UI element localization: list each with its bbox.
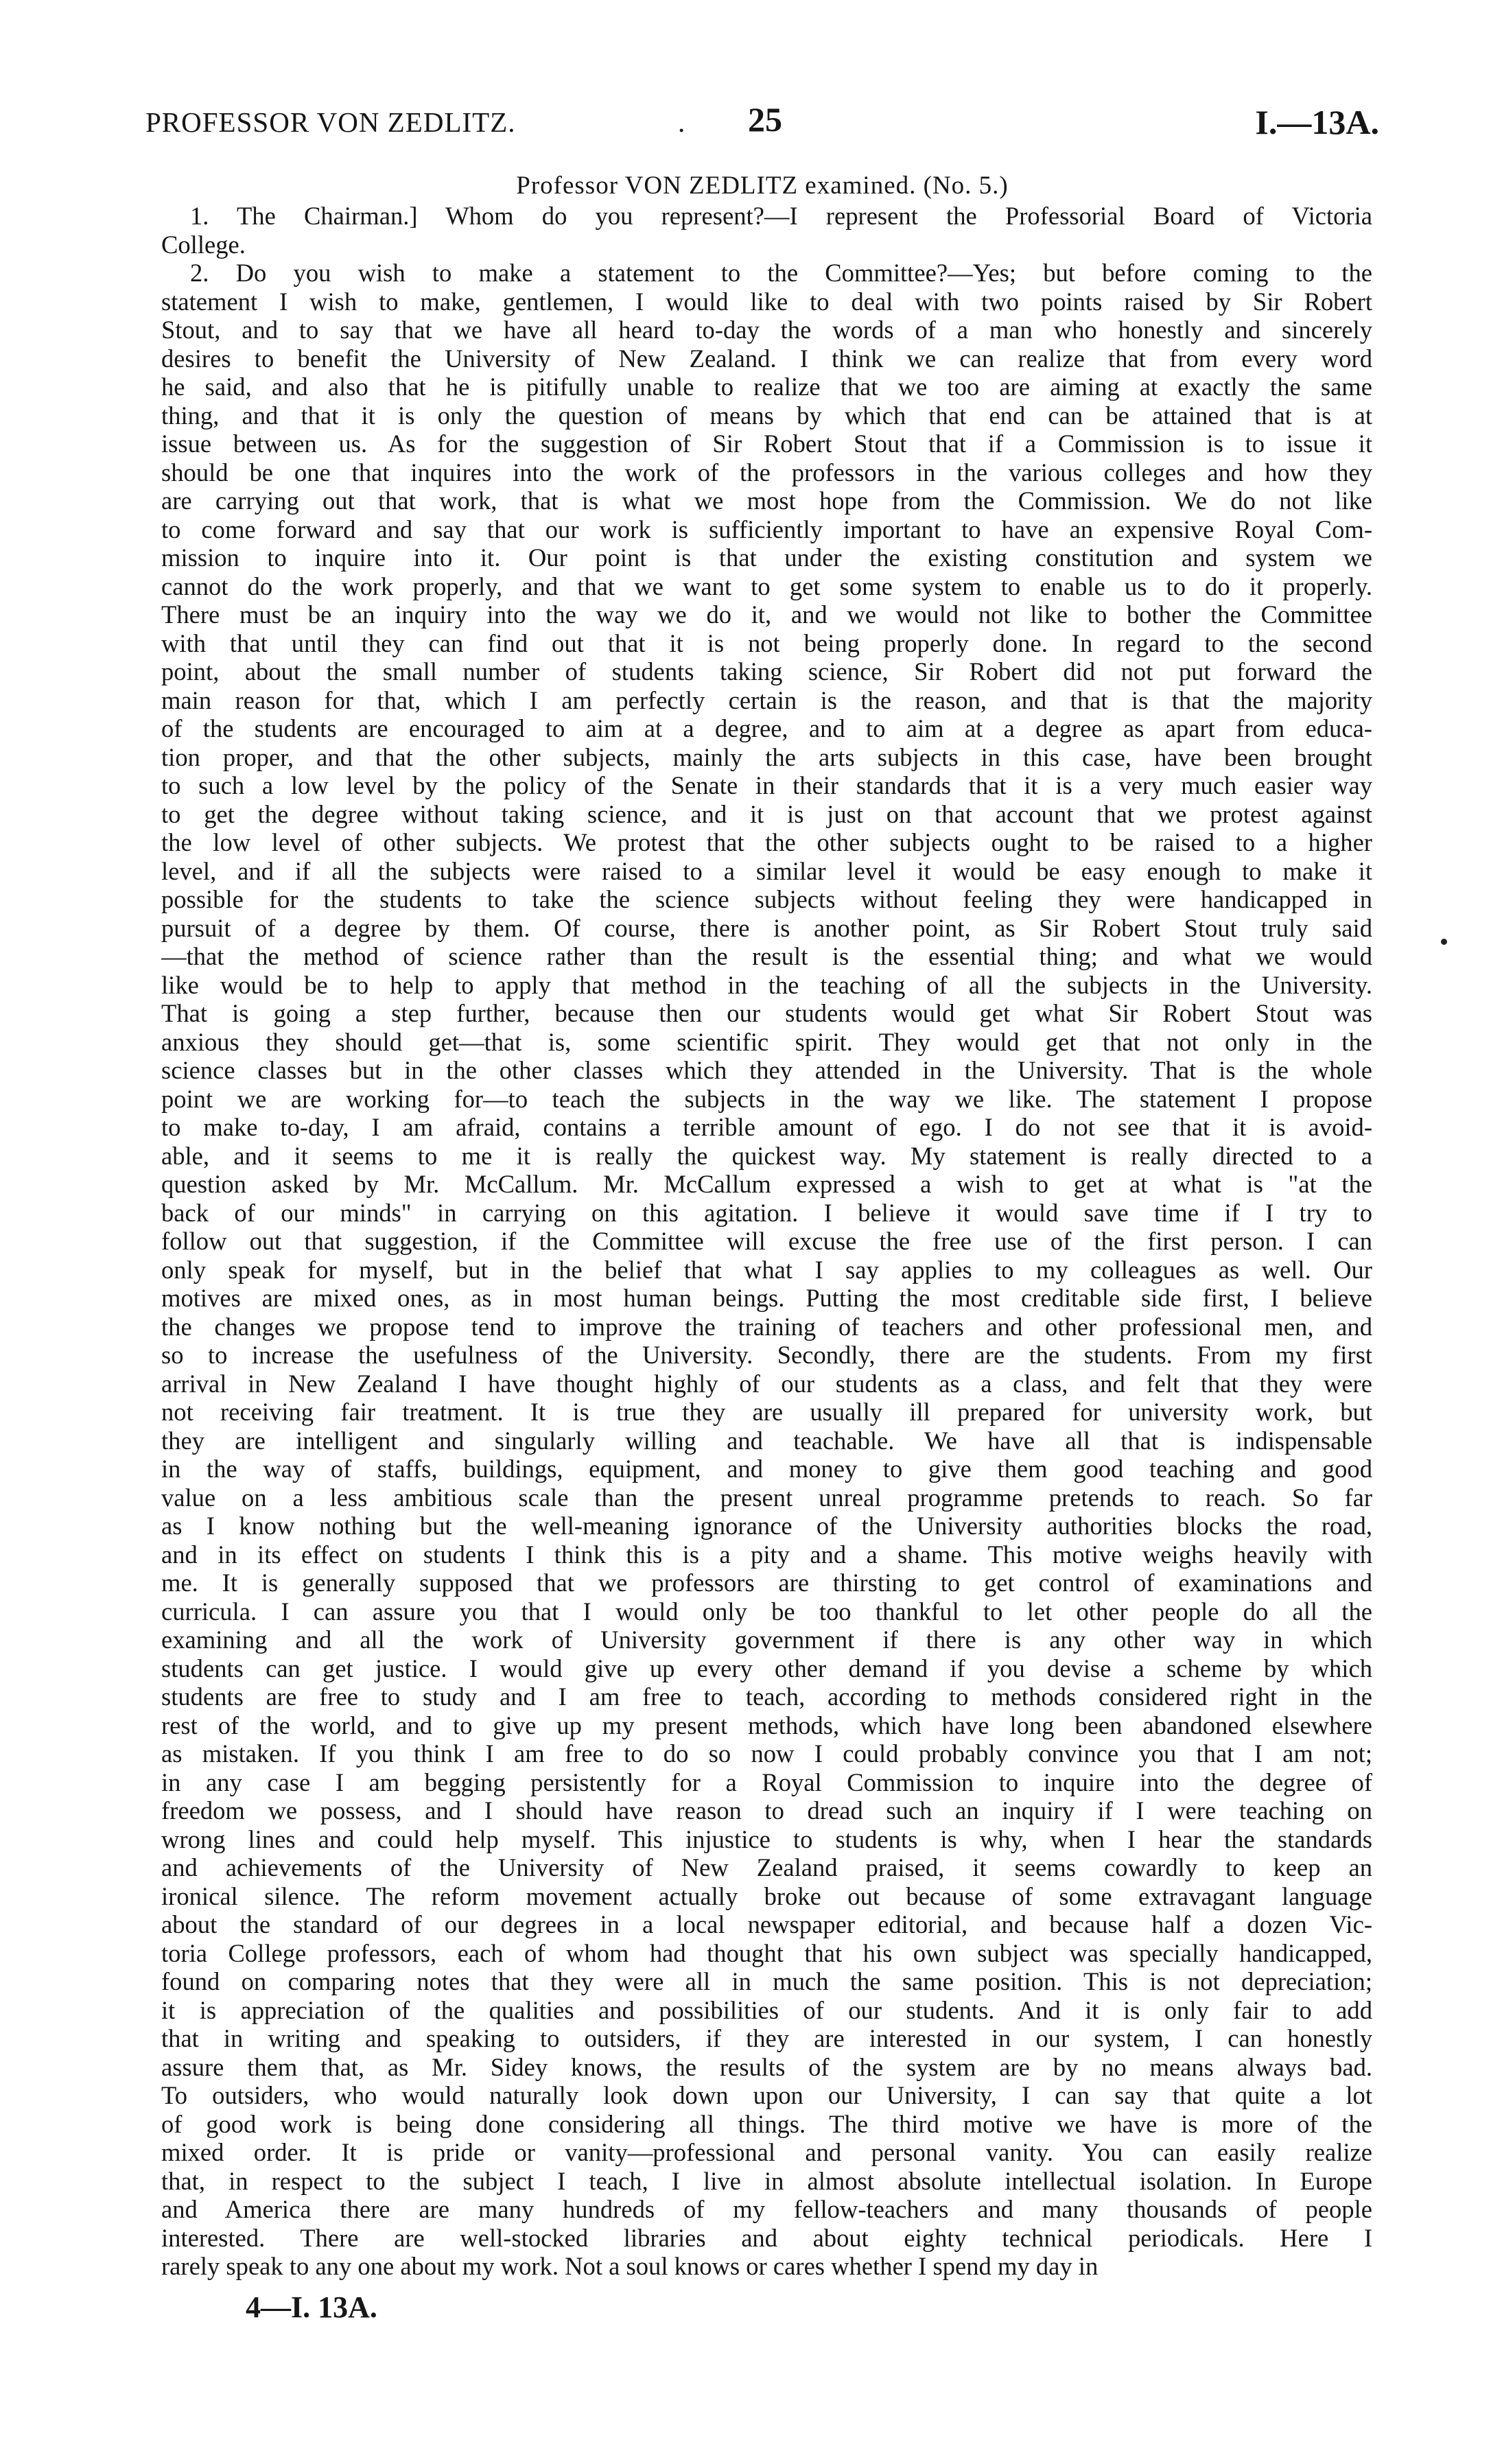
text-line: it is appreciation of the qualities and possibilities of our students. And it is only fair to add <box>161 1995 1372 2024</box>
text-line: mixed order. It is pride or vanity—professional and personal vanity. You can easily realize <box>161 2138 1372 2166</box>
text-line: There must be an inquiry into the way we do it, and we would not like to bother the Committee <box>161 600 1372 629</box>
text-line: not receiving fair treatment. It is true they are usually ill prepared for university work, but <box>161 1398 1372 1426</box>
text-line: College. <box>161 230 246 259</box>
text-line: mission to inquire into it. Our point is that under the existing constitution and system we <box>161 543 1372 572</box>
text-line: ironical silence. The reform movement actually broke out because of some extravagant language <box>161 1881 1372 1910</box>
text-line: to get the degree without taking science, and it is just on that account that we protest against <box>161 799 1372 828</box>
text-line: only speak for myself, but in the belief that what I say applies to my colleagues as well. Our <box>161 1255 1372 1284</box>
text-line: with that until they can find out that it is not being properly done. In regard to the second <box>161 629 1372 657</box>
text-line: tion proper, and that the other subjects, mainly the arts subjects in this case, have been brought <box>161 742 1372 771</box>
text-line: found on comparing notes that they were all in much the same position. This is not depreciation; <box>161 1967 1372 1995</box>
text-line: about the standard of our degrees in a local newspaper editorial, and because half a dozen Vic- <box>161 1910 1372 1938</box>
text-line: he said, and also that he is pitifully unable to realize that we too are aiming at exactly the same <box>161 373 1372 401</box>
text-line: value on a less ambitious scale than the present unreal programme pretends to reach. So far <box>161 1483 1372 1512</box>
text-line: arrival in New Zealand I have thought highly of our students as a class, and felt that they were <box>161 1369 1372 1398</box>
header-title: PROFESSOR VON ZEDLITZ. <box>145 106 516 138</box>
text-line: anxious they should get—that is, some scientific spirit. They would get that not only in the <box>161 1027 1372 1056</box>
text-line: desires to benefit the University of New Zealand. I think we can realize that from every word <box>161 344 1372 373</box>
text-line: science classes but in the other classes which they attended in the University. That is the whole <box>161 1056 1372 1084</box>
text-line: toria College professors, each of whom had thought that his own subject was specially handicapped, <box>161 1938 1372 1967</box>
text-line: students are free to study and I am free to teach, according to methods considered right in the <box>161 1682 1372 1711</box>
text-line: as I know nothing but the well-meaning ignorance of the University authorities blocks the road, <box>161 1512 1372 1540</box>
text-line: level, and if all the subjects were raised to a similar level it would be easy enough to make it <box>161 856 1372 885</box>
text-line: in any case I am begging persistently for a Royal Commission to inquire into the degree of <box>161 1768 1372 1796</box>
text-line: point we are working for—to teach the subjects in the way we like. The statement I propose <box>161 1084 1372 1113</box>
print-speck <box>1441 939 1447 945</box>
testimony-body <box>161 202 1372 2281</box>
text-line: rest of the world, and to give up my present methods, which have long been abandoned elsewhere <box>161 1711 1372 1739</box>
text-line: and achievements of the University of New Zealand praised, it seems cowardly to keep an <box>161 1853 1372 1881</box>
text-line: students can get justice. I would give up every other demand if you devise a scheme by which <box>161 1654 1372 1682</box>
text-line: back of our minds" in carrying on this agitation. I believe it would save time if I try to <box>161 1198 1372 1227</box>
text-line: statement I wish to make, gentlemen, I would like to deal with two points raised by Sir Robert <box>161 287 1372 316</box>
text-line: cannot do the work properly, and that we want to get some system to enable us to do it properly. <box>161 572 1372 600</box>
text-line: follow out that suggestion, if the Committee will excuse the free use of the first person. I can <box>161 1227 1372 1255</box>
text-line: interested. There are well-stocked libraries and about eighty technical periodicals. Here I <box>161 2223 1372 2252</box>
text-line: and in its effect on students I think this is a pity and a shame. This motive weighs heavily with <box>161 1540 1372 1569</box>
text-line: to come forward and say that our work is sufficiently important to have an expensive Royal Com- <box>161 515 1372 543</box>
text-line: examining and all the work of University government if there is any other way in which <box>161 1626 1372 1654</box>
text-line: me. It is generally supposed that we professors are thirsting to get control of examinations and <box>161 1569 1372 1597</box>
text-line: that, in respect to the subject I teach, I live in almost absolute intellectual isolation. In Europe <box>161 2166 1372 2195</box>
text-line: —that the method of science rather than the result is the essential thing; and what we would <box>161 942 1372 970</box>
text-line: rarely speak to any one about my work. Not a soul knows or cares whether I spend my day in <box>161 2252 1099 2280</box>
page-number: 25 <box>748 100 782 139</box>
text-line: Stout, and to say that we have all heard to-day the words of a man who honestly and sincerely <box>161 316 1372 344</box>
header-dot: . <box>678 106 685 138</box>
text-line: and America there are many hundreds of my fellow-teachers and many thousands of people <box>161 2195 1372 2223</box>
text-line: issue between us. As for the suggestion of Sir Robert Stout that if a Commission is to issue it <box>161 430 1372 458</box>
text-line: pursuit of a degree by them. Of course, there is another point, as Sir Robert Stout truly said <box>161 913 1372 942</box>
text-line: 2. Do you wish to make a statement to the Committee?—Yes; but before coming to the <box>190 259 1372 287</box>
text-line: To outsiders, who would naturally look down upon our University, I can say that quite a lot <box>161 2081 1372 2109</box>
document-reference: I.—13A. <box>1255 103 1379 141</box>
text-line: able, and it seems to me it is really the quickest way. My statement is really directed to a <box>161 1141 1372 1170</box>
running-header <box>145 102 1379 143</box>
text-line: thing, and that it is only the question of means by which that end can be attained that is at <box>161 401 1372 430</box>
text-line: question asked by Mr. McCallum. Mr. McCallum expressed a wish to get at what is "at the <box>161 1170 1372 1198</box>
text-line: should be one that inquires into the work of the professors in the various colleges and how they <box>161 458 1372 486</box>
text-line: main reason for that, which I am perfectly certain is the reason, and that is that the majority <box>161 685 1372 714</box>
text-line: are carrying out that work, that is what we most hope from the Commission. We do not like <box>161 486 1372 515</box>
text-line: point, about the small number of students taking science, Sir Robert did not put forward the <box>161 657 1372 685</box>
text-line: freedom we possess, and I should have reason to dread such an inquiry if I were teaching on <box>161 1796 1372 1824</box>
signature-mark: 4—I. 13A. <box>246 2290 377 2324</box>
text-line: assure them that, as Mr. Sidey knows, the results of the system are by no means always bad. <box>161 2052 1372 2081</box>
text-line: as mistaken. If you think I am free to do so now I could probably convince you that I am not; <box>161 1739 1372 1768</box>
text-line: to make to-day, I am afraid, contains a terrible amount of ego. I do not see that it is avoid- <box>161 1113 1372 1141</box>
text-line: curricula. I can assure you that I would only be too thankful to let other people do all the <box>161 1597 1372 1626</box>
text-line: of the students are encouraged to aim at a degree, and to aim at a degree as apart from educa- <box>161 714 1372 742</box>
text-line: the changes we propose tend to improve the training of teachers and other professional men, and <box>161 1312 1372 1341</box>
text-line: that in writing and speaking to outsiders, if they are interested in our system, I can honestly <box>161 2024 1372 2052</box>
text-line: possible for the students to take the science subjects without feeling they were handicapped in <box>161 885 1372 913</box>
text-line: to such a low level by the policy of the Senate in their standards that it is a very much easier way <box>161 771 1372 799</box>
text-line: wrong lines and could help myself. This injustice to students is why, when I hear the standards <box>161 1824 1372 1853</box>
text-line: they are intelligent and singularly willing and teachable. We have all that is indispensable <box>161 1426 1372 1455</box>
text-line: 1. The Chairman.] Whom do you represent?—I represent the Professorial Board of Victoria <box>190 202 1372 230</box>
examination-heading: Professor VON ZEDLITZ examined. (No. 5.) <box>516 172 1009 200</box>
text-line: motives are mixed ones, as in most human beings. Putting the most creditable side first, I believe <box>161 1284 1372 1312</box>
text-line: in the way of staffs, buildings, equipment, and money to give them good teaching and good <box>161 1455 1372 1483</box>
text-line: so to increase the usefulness of the University. Secondly, there are the students. From my first <box>161 1341 1372 1369</box>
text-line: That is going a step further, because then our students would get what Sir Robert Stout was <box>161 999 1372 1027</box>
text-line: of good work is being done considering all things. The third motive we have is more of the <box>161 2109 1372 2138</box>
text-line: the low level of other subjects. We protest that the other subjects ought to be raised to a higher <box>161 828 1372 856</box>
text-line: like would be to help to apply that method in the teaching of all the subjects in the University. <box>161 970 1372 999</box>
